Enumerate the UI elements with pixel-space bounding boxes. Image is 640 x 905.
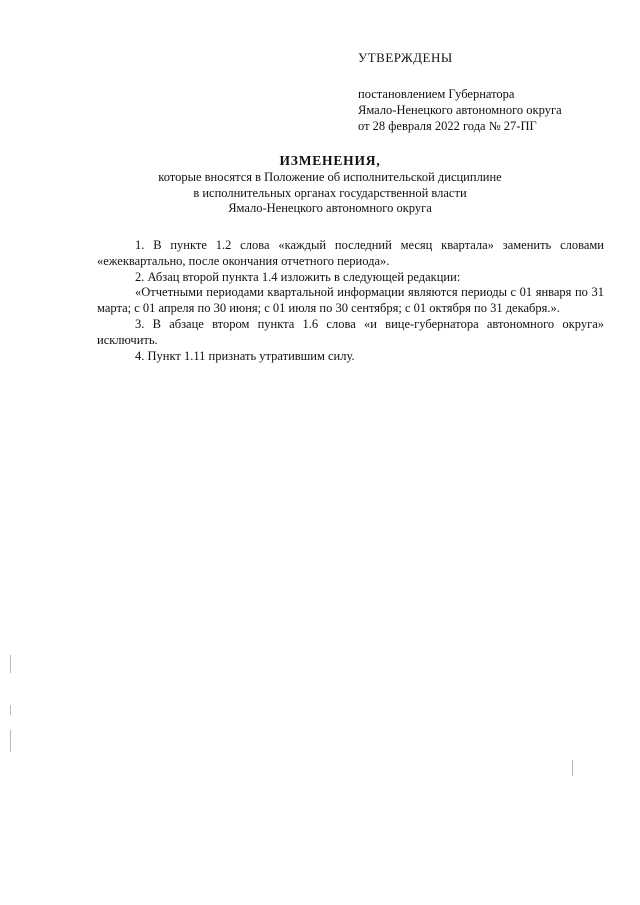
approval-line-decree: постановлением Губернатора [358,87,515,101]
scan-artifact-mark [572,760,573,776]
paragraph-item-1: 1. В пункте 1.2 слова «каждый последний месяц квартала» заменить словами «ежеквартально, после окончания отчетного периода». [97,238,604,268]
scan-artifact-mark [10,730,11,752]
document-body [97,238,604,364]
heading-title: ИЗМЕНЕНИЯ, [279,153,381,168]
scan-artifact-mark [10,705,11,715]
approval-line-region: Ямало-Ненецкого автономного округа [358,103,562,117]
paragraph-quoted-text: «Отчетными периодами квартальной информации являются периоды с 01 января по 31 марта; с 01 апреля по 30 июня; с 01 июля по 30 сентября; с 01 октября по 31 декабря.». [97,285,604,316]
scan-artifact-mark [10,655,11,673]
approval-line-date: от 28 февраля 2022 года № 27-ПГ [358,119,537,133]
heading-subtitle-line: которые вносятся в Положение об исполнительской дисциплине [158,170,502,184]
approval-block [358,50,628,134]
document-heading [80,153,580,217]
paragraph-item-2: 2. Абзац второй пункта 1.4 изложить в следующей редакции: [135,269,461,284]
paragraph-item-4: 4. Пункт 1.11 признать утратившим силу. [135,348,355,363]
heading-subtitle-line: в исполнительных органах государственной власти [193,185,467,200]
paragraph-item-3: 3. В абзаце втором пункта 1.6 слова «и вице-губернатора автономного округа» исключить. [97,316,604,347]
heading-subtitle-line: Ямало-Ненецкого автономного округа [228,201,432,215]
approval-title: УТВЕРЖДЕНЫ [358,50,453,65]
